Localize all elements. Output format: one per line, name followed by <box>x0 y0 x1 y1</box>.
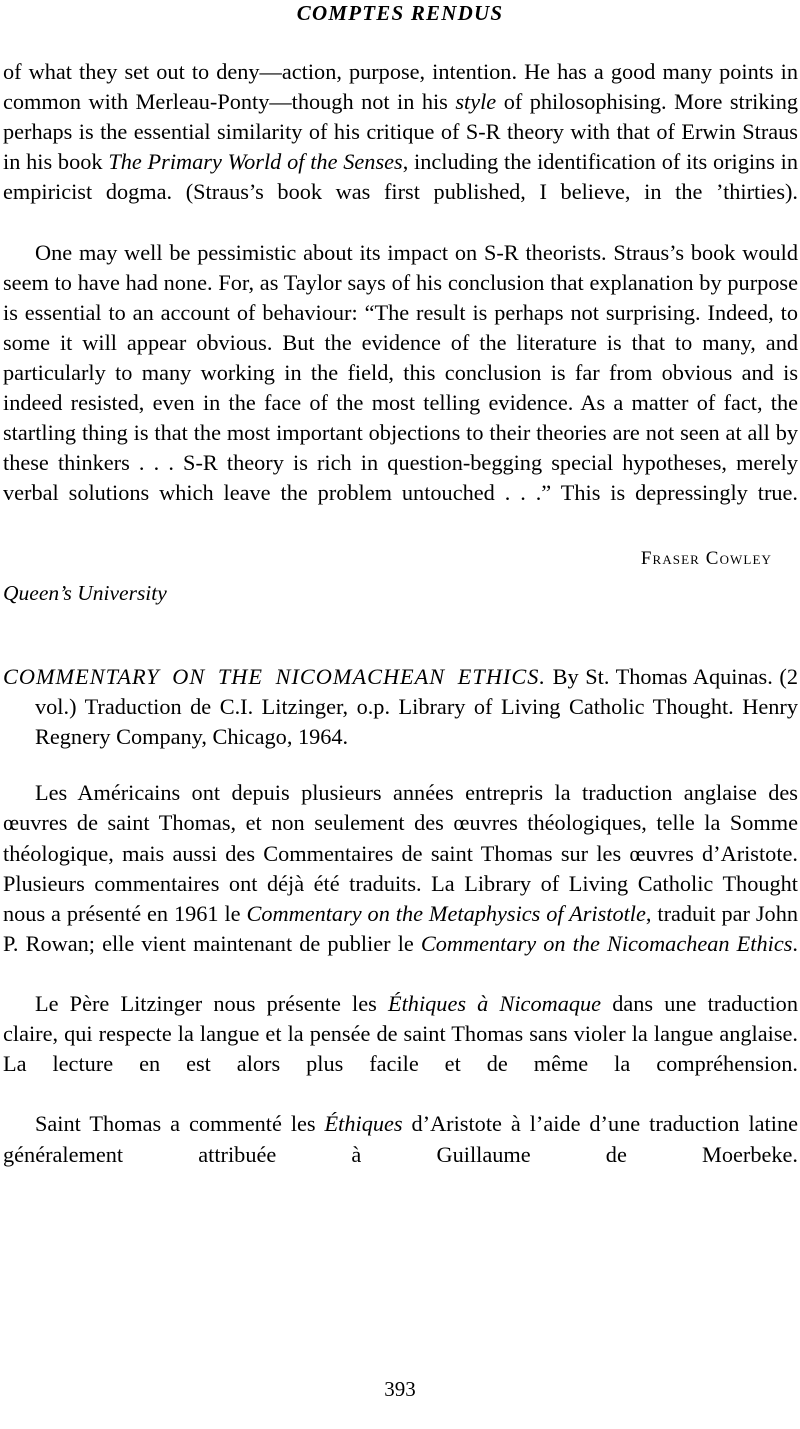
book-title-ethiques: Éthiques <box>324 1111 403 1137</box>
paragraph-text: of philosophising. More striking perhaps is the essential similarity of his critique of S-R theory with that of Erwin Straus in his book <box>3 89 798 175</box>
paragraph-text: , traduit par John P. Rowan; elle vient maintenant de publier le <box>3 900 798 956</box>
paragraph-text: Saint Thomas a commenté les <box>35 1111 325 1137</box>
text-column <box>3 57 798 1200</box>
running-head: COMPTES RENDUS <box>296 1 504 25</box>
paragraph-americains <box>3 778 798 989</box>
review-affiliation: Queen’s University <box>3 580 167 605</box>
paragraph-saint-thomas <box>3 1109 798 1199</box>
book-title-ethiques-nicomaque: Éthiques à Nicomaque <box>387 991 602 1017</box>
paragraph-text: d’Aristote à l’aide d’une traduction latine généralement attribuée à Guillaume de Moerbeke. <box>3 1111 798 1167</box>
paragraph-continued <box>3 57 798 238</box>
paragraph-text: of what they set out to deny—action, purpose, intention. He has a good many points in common with Merleau-Ponty—though not in his <box>3 59 798 115</box>
paragraph-litzinger <box>3 989 798 1109</box>
book-title-primary-world: The Primary World of the Senses <box>108 149 403 175</box>
paragraph-text: Les Américains ont depuis plusieurs années entrepris la traduction anglaise des œuvres de saint Thomas, et non seulement des œuvres théologiques, telle la Somme théologique, mais aussi des Commentaires de saint Thomas sur les œuvres d’Aristote. Plusieurs commentaires ont déjà été traduits. La Library of Living Catholic Thought nous a présenté en 1961 le <box>3 780 798 926</box>
book-title-nicomachean: Commentary on the Nicomachean Ethics <box>420 930 793 956</box>
paragraph-text: dans une traduction claire, qui respecte la langue et la pensée de saint Thomas sans violer la langue anglaise. La lecture en est alors plus facile et de même la compréhension. <box>3 991 798 1077</box>
book-title-style: style <box>455 89 497 115</box>
review-signature: Fraser Cowley <box>640 547 772 569</box>
paragraph-text: Le Père Litzinger nous présente les <box>35 991 388 1017</box>
reviewed-work-imprint: By St. Thomas Aquinas. (2 vol.) Traduction de C.I. Litzinger, o.p. Library of Living Catholic Thought. Henry Regnery Company, Chicago, 1964. <box>35 663 798 750</box>
paragraph-pessimistic: One may well be pessimistic about its impact on S-R theorists. Straus’s book would seem to have had none. For, as Taylor says of his conclusion that explanation by purpose is essential to an account of behaviour: “The result is perhaps not surprising. Indeed, to some it will appear obvious. But the evidence of the literature is that to many, and particularly to many working in the field, this conclusion is far from obvious and is indeed resisted, even in the face of the most telling evidence. As a matter of fact, the startling thing is that the most important objections to their theories are not seen at all by these thinkers . . . S-R theory is rich in question-begging special hypotheses, merely verbal solutions which leave the problem untouched . . .” This is depressingly true. <box>3 239 798 506</box>
paragraph-text: , including the identification of its origins in empiricist dogma. (Straus’s book was first published, I believe, in the ’thirties). <box>3 149 799 205</box>
book-title-metaphysics: Commentary on the Metaphysics of Aristotle <box>246 900 646 926</box>
review-heading <box>3 662 798 753</box>
reviewed-work-title: COMMENTARY ON THE NICOMACHEAN ETHICS. <box>3 663 546 689</box>
page-number: 393 <box>384 1377 416 1401</box>
paragraph-text: . <box>792 930 798 956</box>
